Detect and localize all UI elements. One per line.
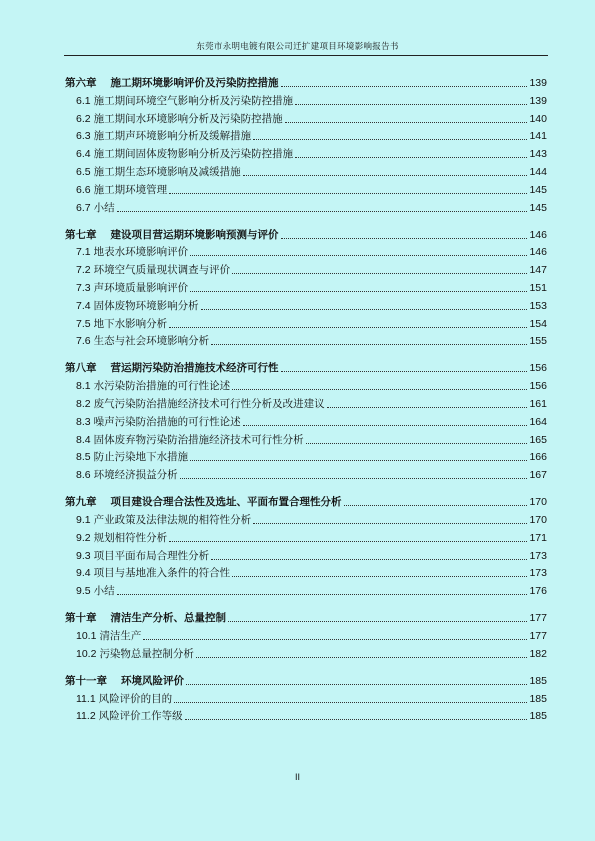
section-number: 9.4 xyxy=(76,567,91,580)
section-number: 9.3 xyxy=(76,549,91,562)
section-page-number: 170 xyxy=(529,513,547,526)
toc-section-entry[interactable] xyxy=(65,197,547,215)
section-page-number: 185 xyxy=(529,710,547,723)
toc-group-gap xyxy=(65,348,547,357)
section-title: 防止污染地下水措施 xyxy=(93,451,189,464)
chapter-label: 第十章 xyxy=(65,612,97,625)
toc-section-entry[interactable] xyxy=(65,643,547,661)
section-page-number: 177 xyxy=(529,629,547,642)
section-number: 8.3 xyxy=(76,415,91,428)
leader-dots xyxy=(190,291,527,292)
leader-dots xyxy=(344,505,528,506)
leader-dots xyxy=(196,657,528,658)
section-number: 7.5 xyxy=(76,317,91,330)
section-number: 8.4 xyxy=(76,433,91,446)
toc-section-entry[interactable] xyxy=(65,625,547,643)
section-title: 小结 xyxy=(93,201,115,214)
section-number: 10.2 xyxy=(76,647,97,660)
section-title: 施工期声环境影响分析及缓解措施 xyxy=(93,130,252,143)
section-number: 7.4 xyxy=(76,299,91,312)
chapter-title: 营运期污染防治措施技术经济可行性 xyxy=(110,362,279,375)
section-title: 水污染防治措施的可行性论述 xyxy=(93,380,231,393)
toc-section-entry[interactable] xyxy=(65,331,547,349)
section-page-number: 139 xyxy=(529,94,547,107)
toc-section-entry[interactable] xyxy=(65,161,547,179)
section-page-number: 164 xyxy=(529,415,547,428)
leader-dots xyxy=(190,255,527,256)
toc-section-entry[interactable] xyxy=(65,259,547,277)
section-title: 废气污染防治措施经济技术可行性分析及改进建议 xyxy=(93,397,325,410)
section-title: 固体废物环境影响分析 xyxy=(93,299,199,312)
toc-group-gap xyxy=(65,661,547,670)
toc-section-entry[interactable] xyxy=(65,580,547,598)
toc-section-entry[interactable] xyxy=(65,545,547,563)
section-number: 6.3 xyxy=(76,130,91,143)
toc-section-entry[interactable] xyxy=(65,242,547,260)
section-number: 6.1 xyxy=(76,94,91,107)
section-number: 9.5 xyxy=(76,585,91,598)
running-header: 东莞市永明电镀有限公司迁扩建项目环境影响报告书 xyxy=(196,42,399,52)
section-number: 8.5 xyxy=(76,451,91,464)
chapter-page-number: 146 xyxy=(529,228,547,241)
chapter-page-number: 139 xyxy=(529,77,547,89)
toc-section-entry[interactable] xyxy=(65,179,547,197)
toc-chapter-entry[interactable] xyxy=(65,491,547,509)
toc-section-entry[interactable] xyxy=(65,375,547,393)
section-title: 污染物总量控制分析 xyxy=(99,647,194,660)
leader-dots xyxy=(306,443,528,444)
section-number: 8.1 xyxy=(76,380,91,393)
section-number: 7.1 xyxy=(76,246,91,259)
section-title: 施工期环境管理 xyxy=(93,183,168,196)
toc-section-entry[interactable] xyxy=(65,313,547,331)
section-title: 环境空气质量现状调查与评价 xyxy=(93,264,231,277)
leader-dots xyxy=(232,576,527,577)
section-title: 声环境质量影响评价 xyxy=(93,281,189,294)
section-title: 地表水环境影响评价 xyxy=(93,246,189,259)
section-title: 清洁生产 xyxy=(99,629,142,642)
toc-section-entry[interactable] xyxy=(65,90,547,108)
leader-dots xyxy=(180,478,528,479)
section-page-number: 144 xyxy=(529,165,547,178)
section-number: 6.2 xyxy=(76,112,91,125)
chapter-label: 第六章 xyxy=(65,77,97,89)
chapter-label: 第七章 xyxy=(65,228,97,241)
leader-dots xyxy=(201,309,528,310)
toc-section-entry[interactable] xyxy=(65,563,547,581)
leader-dots xyxy=(295,157,527,158)
section-number: 8.2 xyxy=(76,397,91,410)
section-number: 7.3 xyxy=(76,281,91,294)
section-number: 8.6 xyxy=(76,469,91,482)
leader-dots xyxy=(281,86,528,87)
toc-section-entry[interactable] xyxy=(65,411,547,429)
toc-section-entry[interactable] xyxy=(65,108,547,126)
section-page-number: 145 xyxy=(529,183,547,196)
leader-dots xyxy=(295,104,527,105)
section-page-number: 156 xyxy=(529,380,547,393)
section-page-number: 185 xyxy=(529,692,547,705)
section-page-number: 147 xyxy=(529,264,547,277)
section-page-number: 173 xyxy=(529,567,547,580)
section-title: 环境经济损益分析 xyxy=(93,469,178,482)
toc-group-gap xyxy=(65,482,547,491)
chapter-title: 项目建设合理合法性及选址、平面布置合理性分析 xyxy=(110,496,342,509)
leader-dots xyxy=(327,407,528,408)
toc-section-entry[interactable] xyxy=(65,464,547,482)
chapter-page-number: 156 xyxy=(529,362,547,375)
toc-group-gap xyxy=(65,598,547,607)
section-title: 固体废弃物污染防治措施经济技术可行性分析 xyxy=(93,433,304,446)
section-page-number: 161 xyxy=(529,397,547,410)
toc-section-entry[interactable] xyxy=(65,706,547,724)
table-of-contents xyxy=(65,72,547,723)
toc-chapter-entry[interactable] xyxy=(65,607,547,625)
section-title: 施工期间固体废物影响分析及污染防控措施 xyxy=(93,148,294,161)
leader-dots xyxy=(281,238,528,239)
section-number: 6.5 xyxy=(76,165,91,178)
section-page-number: 171 xyxy=(529,531,547,544)
section-page-number: 182 xyxy=(529,647,547,660)
leader-dots xyxy=(243,175,528,176)
leader-dots xyxy=(186,684,527,685)
section-number: 10.1 xyxy=(76,629,97,642)
chapter-page-number: 185 xyxy=(529,674,547,687)
leader-dots xyxy=(232,273,527,274)
chapter-title: 环境风险评价 xyxy=(121,674,184,687)
section-title: 施工期生态环境影响及减缓措施 xyxy=(93,165,241,178)
section-page-number: 155 xyxy=(529,335,547,348)
section-number: 9.2 xyxy=(76,531,91,544)
leader-dots xyxy=(169,193,527,194)
leader-dots xyxy=(211,559,527,560)
chapter-title: 建设项目营运期环境影响预测与评价 xyxy=(110,228,279,241)
toc-section-entry[interactable] xyxy=(65,509,547,527)
leader-dots xyxy=(228,621,527,622)
toc-chapter-entry[interactable] xyxy=(65,357,547,375)
leader-dots xyxy=(169,541,527,542)
section-title: 地下水影响分析 xyxy=(93,317,168,330)
leader-dots xyxy=(285,122,528,123)
toc-section-entry[interactable] xyxy=(65,393,547,411)
toc-section-entry[interactable] xyxy=(65,429,547,447)
section-number: 7.6 xyxy=(76,335,91,348)
leader-dots xyxy=(211,344,527,345)
section-title: 项目平面布局合理性分析 xyxy=(93,549,210,562)
toc-section-entry[interactable] xyxy=(65,527,547,545)
section-page-number: 151 xyxy=(529,281,547,294)
section-page-number: 153 xyxy=(529,299,547,312)
chapter-label: 第八章 xyxy=(65,362,97,375)
toc-chapter-entry[interactable] xyxy=(65,224,547,242)
section-title: 项目与基地准入条件的符合性 xyxy=(93,567,231,580)
section-page-number: 145 xyxy=(529,201,547,214)
section-page-number: 146 xyxy=(529,246,547,259)
toc-group-gap xyxy=(65,215,547,224)
toc-section-entry[interactable] xyxy=(65,143,547,161)
toc-chapter-entry[interactable] xyxy=(65,72,547,90)
toc-section-entry[interactable] xyxy=(65,126,547,144)
section-number: 11.1 xyxy=(76,692,96,705)
section-number: 6.4 xyxy=(76,148,91,161)
section-title: 噪声污染防治措施的可行性论述 xyxy=(93,415,241,428)
section-number: 11.2 xyxy=(76,710,96,723)
section-number: 9.1 xyxy=(76,513,91,526)
toc-section-entry[interactable] xyxy=(65,688,547,706)
section-title: 产业政策及法律法规的相符性分析 xyxy=(93,513,252,526)
leader-dots xyxy=(143,639,527,640)
section-page-number: 165 xyxy=(529,433,547,446)
section-title: 小结 xyxy=(93,585,115,598)
section-page-number: 154 xyxy=(529,317,547,330)
section-title: 施工期间水环境影响分析及污染防控措施 xyxy=(93,112,283,125)
chapter-page-number: 177 xyxy=(529,612,547,625)
chapter-label: 第九章 xyxy=(65,496,97,509)
chapter-title: 施工期环境影响评价及污染防控措施 xyxy=(110,77,279,89)
leader-dots xyxy=(253,139,527,140)
chapter-page-number: 170 xyxy=(529,496,547,509)
section-number: 6.6 xyxy=(76,183,91,196)
leader-dots xyxy=(185,719,528,720)
leader-dots xyxy=(232,389,527,390)
toc-chapter-entry[interactable] xyxy=(65,670,547,688)
section-title: 生态与社会环境影响分析 xyxy=(93,335,210,348)
leader-dots xyxy=(169,327,527,328)
section-page-number: 173 xyxy=(529,549,547,562)
section-page-number: 143 xyxy=(529,148,547,161)
chapter-title: 清洁生产分析、总量控制 xyxy=(110,612,226,625)
toc-section-entry[interactable] xyxy=(65,447,547,465)
leader-dots xyxy=(117,594,528,595)
chapter-label: 第十一章 xyxy=(65,674,107,687)
section-title: 施工期间环境空气影响分析及污染防控措施 xyxy=(93,94,294,107)
leader-dots xyxy=(190,460,527,461)
section-title: 规划相符性分析 xyxy=(93,531,168,544)
section-page-number: 140 xyxy=(529,112,547,125)
toc-section-entry[interactable] xyxy=(65,277,547,295)
leader-dots xyxy=(281,371,528,372)
leader-dots xyxy=(174,702,527,703)
page-number: II xyxy=(294,772,300,782)
section-title: 风险评价工作等级 xyxy=(98,710,183,723)
leader-dots xyxy=(117,211,528,212)
section-page-number: 166 xyxy=(529,451,547,464)
section-number: 6.7 xyxy=(76,201,91,214)
section-page-number: 167 xyxy=(529,469,547,482)
leader-dots xyxy=(243,425,528,426)
section-title: 风险评价的目的 xyxy=(98,692,173,705)
toc-section-entry[interactable] xyxy=(65,295,547,313)
section-page-number: 176 xyxy=(529,585,547,598)
section-number: 7.2 xyxy=(76,264,91,277)
section-page-number: 141 xyxy=(529,130,547,143)
header-rule xyxy=(64,55,548,56)
leader-dots xyxy=(253,523,527,524)
